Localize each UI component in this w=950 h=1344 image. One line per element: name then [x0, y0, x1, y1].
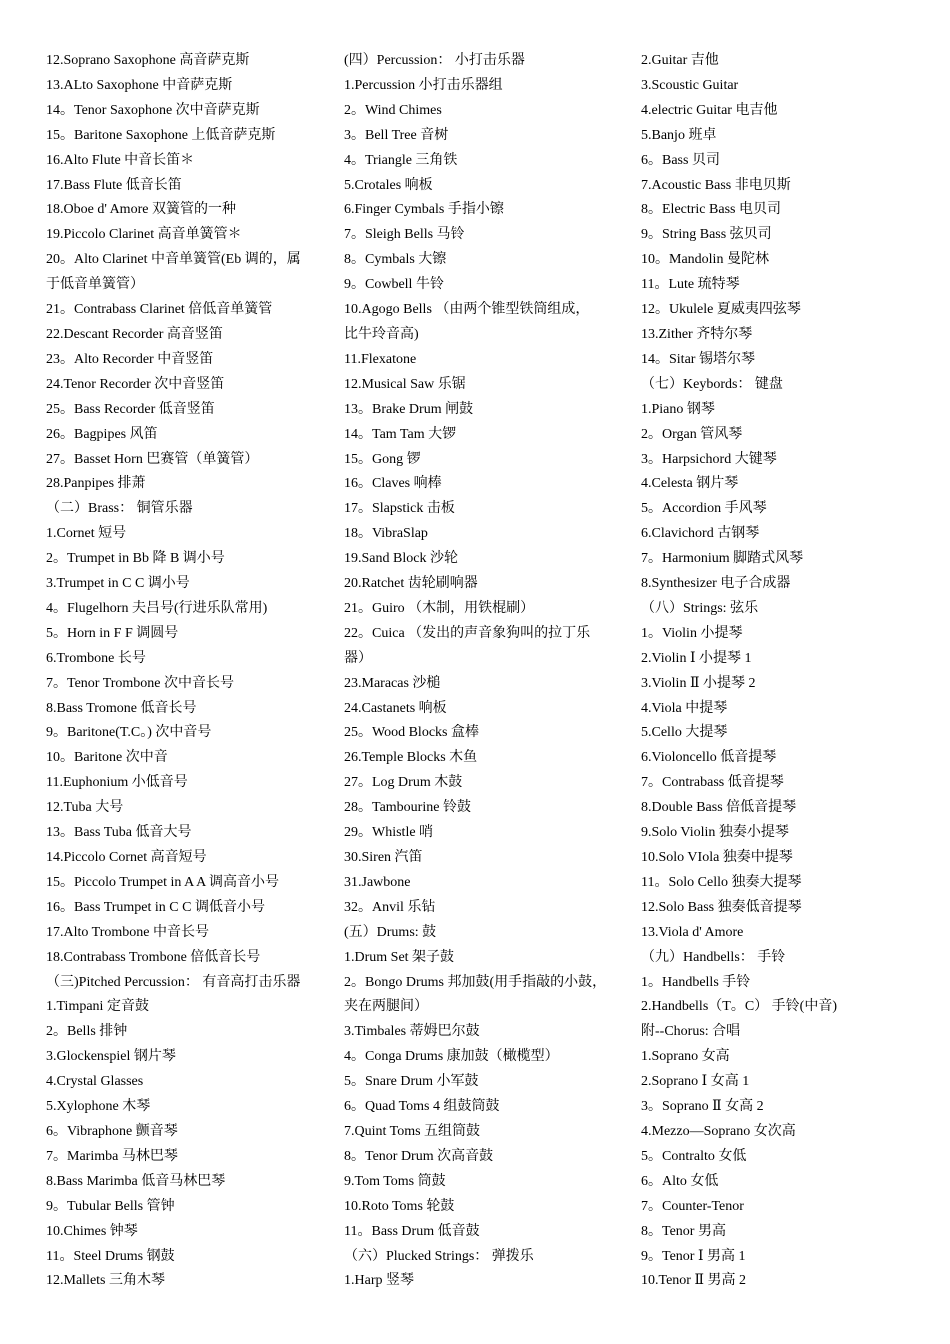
- text-line: 11.Flexatone: [344, 351, 417, 367]
- text-line: 附--Chorus: 合唱: [641, 1024, 741, 1040]
- text-line: 28.Panpipes 排萧: [46, 476, 146, 492]
- text-line: 8。Tenor Drum 次高音鼓: [344, 1148, 494, 1164]
- text-line: 7.Acoustic Bass 非电贝斯: [641, 177, 791, 193]
- text-line: 5。Snare Drum 小军鼓: [344, 1074, 479, 1090]
- text-line: 17.Bass Flute 低音长笛: [46, 177, 182, 193]
- text-line: 13.Viola d' Amore: [641, 924, 744, 940]
- text-line: 5.Cello 大提琴: [641, 725, 728, 741]
- text-line: 17.Alto Trombone 中音长号: [46, 924, 209, 940]
- text-line: 13。Bass Tuba 低音大号: [46, 825, 192, 841]
- text-line: 32。Anvil 乐钻: [344, 899, 436, 915]
- text-line: 14。Sitar 锡塔尔琴: [641, 351, 755, 367]
- column-right: [641, 49, 913, 1294]
- text-line: 于低音单簧管）: [46, 277, 144, 293]
- text-line: 9。Cowbell 牛铃: [344, 277, 444, 293]
- text-line: 3。Soprano Ⅱ 女高 2: [641, 1099, 764, 1115]
- column-left: [46, 49, 318, 1294]
- text-line: 3.Timbales 蒂姆巴尔鼓: [344, 1024, 480, 1040]
- text-line: 27。Basset Horn 巴赛管（单簧管）: [46, 451, 259, 467]
- text-line: 7。Marimba 马林巴琴: [46, 1148, 178, 1164]
- text-line: 22.Descant Recorder 高音竖笛: [46, 326, 223, 342]
- text-line: 2.Violin Ⅰ 小提琴 1: [641, 650, 752, 666]
- text-line: 11。Solo Cello 独奏大提琴: [641, 874, 802, 890]
- text-line: （九）Handbells： 手铃: [641, 949, 786, 965]
- text-line: 19.Sand Block 沙轮: [344, 551, 458, 567]
- text-line: 夹在两腿间）: [344, 999, 428, 1015]
- text-line: 20。Alto Clarinet 中音单簧管(Eb 调的，属: [46, 252, 301, 268]
- text-line: 6.Trombone 长号: [46, 650, 146, 666]
- text-line: 2。Wind Chimes: [344, 102, 442, 118]
- text-line: 11。Lute 琉特琴: [641, 277, 740, 293]
- text-line: 4。Conga Drums 康加鼓（橄榄型）: [344, 1049, 559, 1065]
- text-line: 18.Oboe d' Amore 双簧管的一种: [46, 202, 236, 218]
- text-line: 15。Gong 锣: [344, 451, 421, 467]
- text-line: 13。Brake Drum 闸鼓: [344, 401, 474, 417]
- text-line: 5。Contralto 女低: [641, 1148, 747, 1164]
- text-line: 12.Soprano Saxophone 高音萨克斯: [46, 53, 250, 68]
- text-line: 器）: [344, 650, 372, 666]
- text-line: 20.Ratchet 齿轮刷响器: [344, 576, 478, 592]
- text-line: 10。Baritone 次中音: [46, 750, 168, 766]
- text-line: 8。Electric Bass 电贝司: [641, 202, 781, 218]
- text-line: 9。Tubular Bells 管钟: [46, 1198, 175, 1214]
- text-line: 3.Glockenspiel 钢片琴: [46, 1049, 176, 1065]
- text-line: 9.Solo Violin 独奏小提琴: [641, 825, 789, 841]
- text-line: 10.Solo VIola 独奏中提琴: [641, 850, 793, 865]
- text-line: 15。Piccolo Trumpet in A A 调高音小号: [46, 874, 279, 890]
- text-line: 8.Synthesizer 电子合成器: [641, 576, 791, 592]
- text-line: 6。Bass 贝司: [641, 152, 720, 168]
- text-line: 3.Scoustic Guitar: [641, 77, 739, 93]
- text-line: 21。Guiro （木制，用铁棍刷）: [344, 600, 535, 616]
- text-line: 2。Trumpet in Bb 降 B 调小号: [46, 551, 225, 567]
- text-line: （二）Brass： 铜管乐器: [46, 501, 193, 517]
- text-line: 8。Tenor 男高: [641, 1223, 726, 1239]
- column-middle: [344, 49, 616, 1294]
- text-line: 10.Agogo Bells （由两个锥型铁筒组成，: [344, 302, 590, 318]
- text-line: 21。Contrabass Clarinet 倍低音单簧管: [46, 302, 273, 318]
- text-line: 1.Piano 钢琴: [641, 401, 715, 417]
- text-line: 7。Contrabass 低音提琴: [641, 775, 784, 791]
- text-line: 13.Zither 齐特尔琴: [641, 326, 753, 342]
- text-line: 4.Celesta 钢片琴: [641, 476, 739, 492]
- text-line: 2。Bongo Drums 邦加鼓(用手指敲的小鼓，: [344, 974, 607, 990]
- text-line: 22。Cuica （发出的声音象狗叫的拉丁乐: [344, 625, 591, 641]
- text-line: 6.Clavichord 古钢琴: [641, 526, 760, 542]
- text-line: 1.Soprano 女高: [641, 1049, 730, 1065]
- text-line: 10.Chimes 钟琴: [46, 1223, 138, 1239]
- text-line: 1.Timpani 定音鼓: [46, 999, 149, 1015]
- text-line: 6.Finger Cymbals 手指小镲: [344, 202, 504, 218]
- text-line: 16.Alto Flute 中音长笛＊: [46, 152, 195, 168]
- text-line: 1。Violin 小提琴: [641, 625, 743, 641]
- text-line: 7.Quint Toms 五组筒鼓: [344, 1123, 481, 1139]
- text-line: 10.Tenor Ⅱ 男高 2: [641, 1273, 746, 1289]
- text-line: 8.Bass Marimba 低音马林巴琴: [46, 1173, 226, 1189]
- text-line: 6。Vibraphone 颤音琴: [46, 1123, 178, 1139]
- text-line: 24.Castanets 响板: [344, 700, 447, 716]
- text-line: 比牛玲音高): [344, 326, 419, 342]
- text-line: 3。Bell Tree 音树: [344, 127, 449, 143]
- text-line: 31.Jawbone: [344, 874, 411, 890]
- text-line: 5.Banjo 班卓: [641, 127, 717, 143]
- text-line: 6。Quad Toms 4 组鼓筒鼓: [344, 1099, 500, 1115]
- text-line: 1.Drum Set 架子鼓: [344, 949, 455, 965]
- text-line: 1.Harp 竖琴: [344, 1273, 414, 1289]
- text-line: 5.Xylophone 木琴: [46, 1099, 151, 1115]
- text-line: 1.Percussion 小打击乐器组: [344, 77, 503, 93]
- text-line: 14.Piccolo Cornet 高音短号: [46, 850, 207, 865]
- text-line: 2。Bells 排钟: [46, 1024, 128, 1040]
- text-line: 12.Tuba 大号: [46, 800, 124, 816]
- text-line: 18。VibraSlap: [344, 526, 428, 542]
- text-line: 7。Sleigh Bells 马铃: [344, 227, 465, 243]
- text-line: 4。Flugelhorn 夫吕号(行进乐队常用): [46, 600, 268, 616]
- text-line: 9。Baritone(T.C。) 次中音号: [46, 725, 212, 741]
- text-line: 8.Double Bass 倍低音提琴: [641, 800, 797, 816]
- text-line: 4.Mezzo—Soprano 女次高: [641, 1123, 796, 1139]
- text-line: 2.Handbells（T。C） 手铃(中音): [641, 999, 837, 1015]
- text-line: 25。Bass Recorder 低音竖笛: [46, 401, 215, 417]
- text-line: 10。Mandolin 曼陀林: [641, 252, 769, 268]
- text-line: 1。Handbells 手铃: [641, 974, 751, 990]
- text-line: 5.Crotales 响板: [344, 177, 433, 193]
- text-line: 8.Bass Tromone 低音长号: [46, 700, 197, 716]
- text-line: 1.Cornet 短号: [46, 526, 127, 542]
- text-line: 8。Cymbals 大镲: [344, 252, 447, 268]
- text-line: (五）Drums: 鼓: [344, 924, 437, 940]
- text-line: 3.Violin Ⅱ 小提琴 2: [641, 675, 756, 691]
- text-line: 12。Ukulele 夏威夷四弦琴: [641, 302, 801, 318]
- text-line: 7。Counter-Tenor: [641, 1198, 744, 1214]
- text-line: 11。Steel Drums 钢鼓: [46, 1248, 175, 1264]
- text-line: 2。Organ 管风琴: [641, 426, 743, 442]
- text-line: （七）Keybords： 键盘: [641, 376, 783, 392]
- text-line: 4.Crystal Glasses: [46, 1074, 144, 1090]
- text-line: 7。Harmonium 脚踏式风琴: [641, 551, 804, 567]
- text-line: （八）Strings: 弦乐: [641, 600, 759, 616]
- text-line: 23。Alto Recorder 中音竖笛: [46, 351, 214, 367]
- text-line: 14。Tenor Saxophone 次中音萨克斯: [46, 102, 260, 118]
- text-line: 17。Slapstick 击板: [344, 501, 455, 517]
- text-line: 14。Tam Tam 大锣: [344, 426, 457, 442]
- text-line: 16。Bass Trumpet in C C 调低音小号: [46, 899, 265, 915]
- text-line: 11.Euphonium 小低音号: [46, 775, 188, 791]
- text-line: 4.Viola 中提琴: [641, 700, 728, 716]
- text-line: 5。Horn in F F 调圆号: [46, 625, 179, 641]
- text-line: 25。Wood Blocks 盒棒: [344, 725, 479, 741]
- text-line: 9。Tenor Ⅰ 男高 1: [641, 1248, 746, 1264]
- text-line: 4.electric Guitar 电吉他: [641, 102, 778, 118]
- text-line: 2.Soprano Ⅰ 女高 1: [641, 1074, 750, 1090]
- text-line: 10.Roto Toms 轮鼓: [344, 1198, 455, 1214]
- text-line: 9.Tom Toms 筒鼓: [344, 1173, 446, 1189]
- text-line: 6.Violoncello 低音提琴: [641, 750, 777, 766]
- text-line: 12.Musical Saw 乐锯: [344, 376, 466, 392]
- text-line: 13.ALto Saxophone 中音萨克斯: [46, 77, 233, 93]
- text-line: 9。String Bass 弦贝司: [641, 227, 772, 243]
- text-line: 18.Contrabass Trombone 倍低音长号: [46, 949, 261, 965]
- text-line: 28。Tambourine 铃鼓: [344, 800, 471, 816]
- text-line: 2.Guitar 吉他: [641, 53, 719, 68]
- text-line: 3.Trumpet in C C 调小号: [46, 576, 190, 592]
- text-line: （六）Plucked Strings： 弹拨乐: [344, 1248, 534, 1264]
- text-line: 12.Solo Bass 独奏低音提琴: [641, 899, 802, 915]
- text-line: 12.Mallets 三角木琴: [46, 1273, 165, 1289]
- text-line: （三)Pitched Percussion： 有音高打击乐器: [46, 974, 301, 990]
- text-line: 16。Claves 响棒: [344, 476, 442, 492]
- text-line: 15。Baritone Saxophone 上低音萨克斯: [46, 127, 276, 143]
- text-line: (四）Percussion： 小打击乐器: [344, 53, 525, 68]
- text-line: 30.Siren 汽笛: [344, 850, 423, 865]
- text-line: 23.Maracas 沙槌: [344, 675, 441, 691]
- text-line: 6。Alto 女低: [641, 1173, 719, 1189]
- text-line: 26。Bagpipes 风笛: [46, 426, 158, 442]
- text-line: 4。Triangle 三角铁: [344, 152, 458, 168]
- text-line: 29。Whistle 哨: [344, 825, 434, 841]
- text-line: 5。Accordion 手风琴: [641, 501, 767, 517]
- text-line: 11。Bass Drum 低音鼓: [344, 1223, 480, 1239]
- text-line: 24.Tenor Recorder 次中音竖笛: [46, 376, 225, 392]
- text-line: 19.Piccolo Clarinet 高音单簧管＊: [46, 227, 242, 243]
- text-line: 3。Harpsichord 大键琴: [641, 451, 777, 467]
- text-line: 7。Tenor Trombone 次中音长号: [46, 675, 235, 691]
- text-line: 27。Log Drum 木鼓: [344, 775, 463, 791]
- text-line: 26.Temple Blocks 木鱼: [344, 750, 478, 766]
